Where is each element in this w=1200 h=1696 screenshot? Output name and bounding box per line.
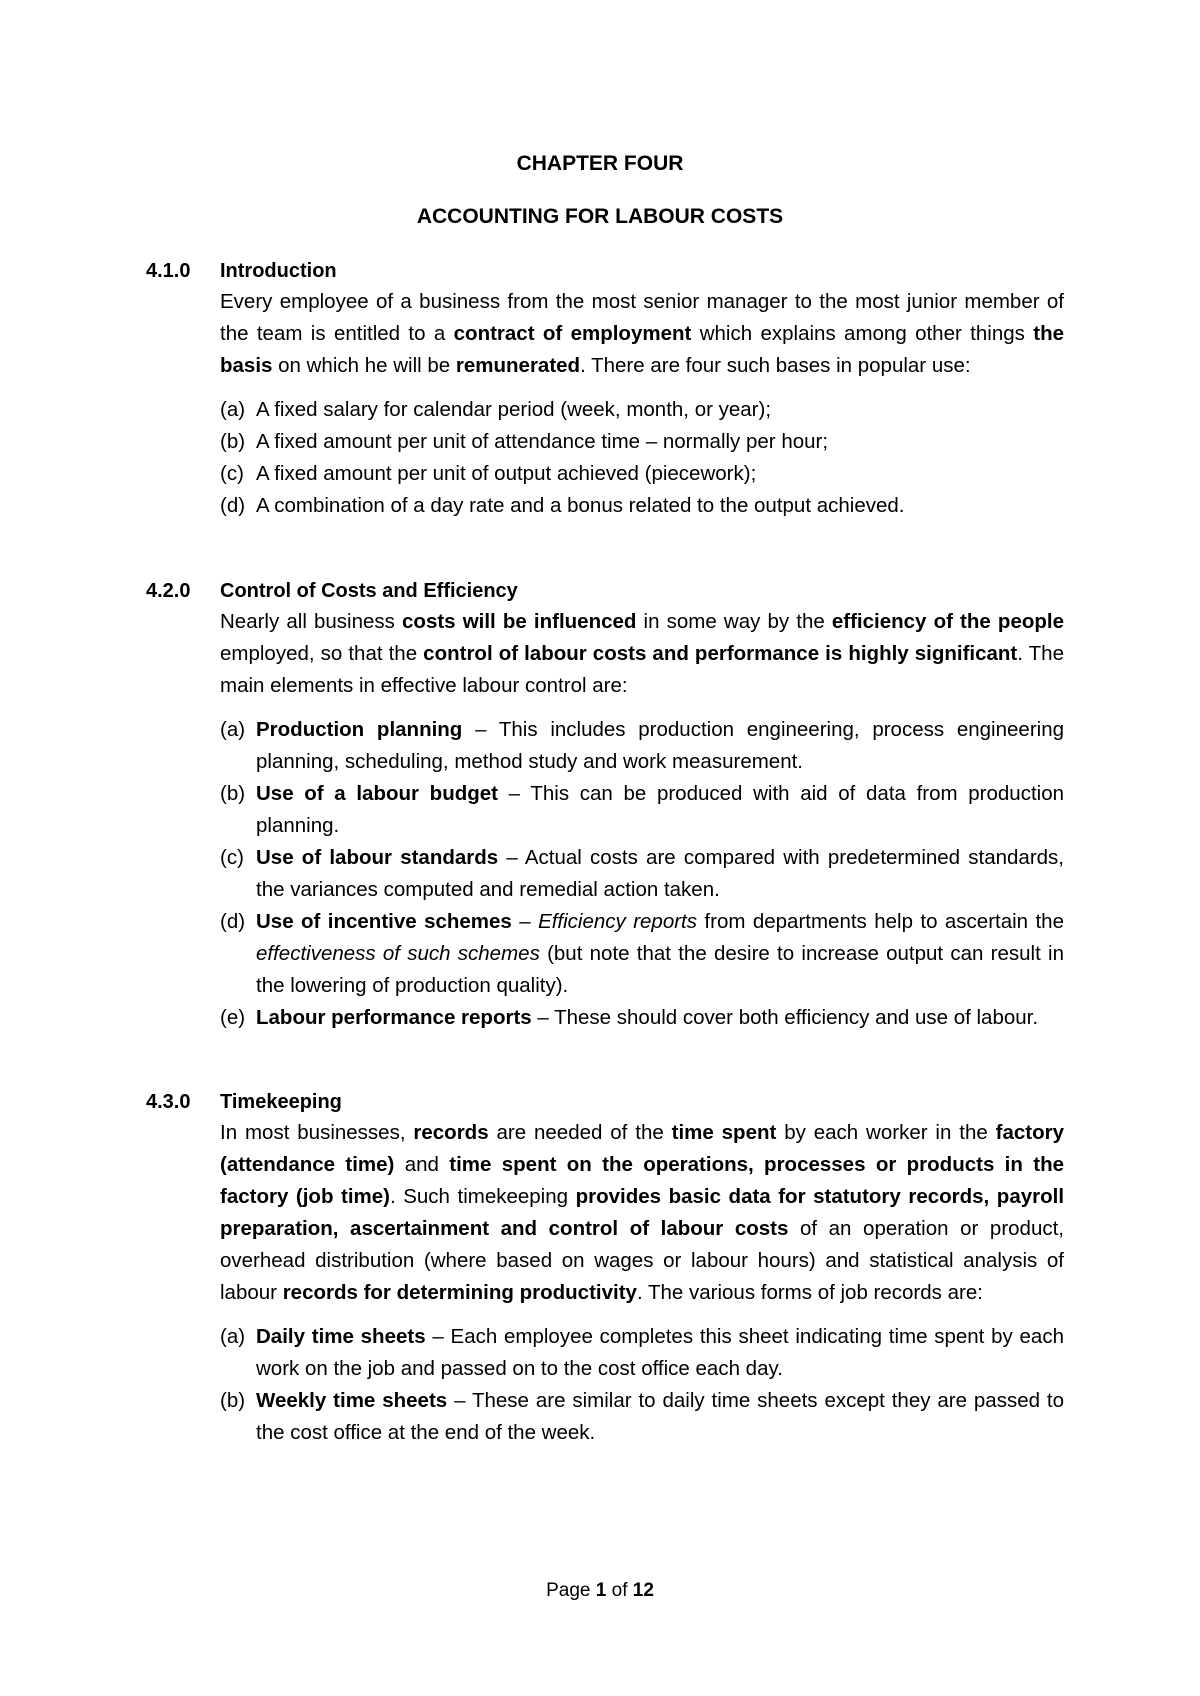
section-number: 4.1.0 xyxy=(146,260,191,282)
text-run: – These are similar to daily time sheets except they are passed to the cost office at the end of the week. xyxy=(256,1389,1064,1444)
text-run: In most businesses, xyxy=(220,1121,414,1144)
list-item-label: (d) xyxy=(220,494,246,517)
bold-text: Labour performance reports xyxy=(256,1006,532,1029)
text-run: in some way by the xyxy=(636,610,832,633)
text-run: . The main elements in effective labour control are: xyxy=(220,642,1064,697)
text-run: by each worker in the xyxy=(776,1121,996,1144)
text-run: – Actual costs are compared with predetermined standards, the variances computed and remedial action taken. xyxy=(256,846,1064,901)
text-run: from departments help to ascertain the xyxy=(697,910,1064,933)
bold-text: contract of employment xyxy=(453,322,692,345)
italic-text: Efficiency reports xyxy=(538,910,698,933)
text-run: are needed of the xyxy=(488,1121,672,1144)
list-item-label: (a) xyxy=(220,718,246,741)
text-run: A fixed salary for calendar period (week, month, or year); xyxy=(256,398,772,421)
chapter-subtitle: ACCOUNTING FOR LABOUR COSTS xyxy=(416,205,784,228)
text-run: A fixed amount per unit of attendance time – normally per hour; xyxy=(256,430,829,453)
list-item-text xyxy=(256,490,1064,522)
bold-text: Use of labour standards xyxy=(256,846,499,869)
bold-text: Production planning xyxy=(256,718,463,741)
text-run: of an operation or product, overhead distribution (where based on wages or labour hours) and statistical analysis of labour xyxy=(220,1217,1064,1304)
section-list xyxy=(146,1321,1064,1449)
list-item xyxy=(220,714,1064,778)
section-heading xyxy=(146,256,1064,286)
bold-text: remunerated xyxy=(455,354,581,377)
text-run: (but note that the desire to increase output can result in the lowering of production quality). xyxy=(256,942,1064,997)
text-run: . The various forms of job records are: xyxy=(636,1281,983,1304)
list-item-text xyxy=(256,906,1064,1002)
footer-current-page: 1 xyxy=(595,1580,607,1601)
italic-text: effectiveness of such schemes xyxy=(256,942,540,965)
list-item-text xyxy=(256,1385,1064,1449)
list-item xyxy=(220,490,1064,522)
section-title: Introduction xyxy=(220,260,337,282)
section-number: 4.2.0 xyxy=(146,580,191,602)
text-run: A combination of a day rate and a bonus related to the output achieved. xyxy=(256,494,905,517)
list-item-label: (b) xyxy=(220,1389,246,1412)
text-run: – xyxy=(511,910,539,933)
list-item-text xyxy=(256,458,1064,490)
section-heading xyxy=(146,576,1064,606)
section-body xyxy=(146,606,1064,702)
list-item-text xyxy=(256,394,1064,426)
section-title: Timekeeping xyxy=(220,1091,342,1113)
list-item xyxy=(220,778,1064,842)
list-item-label: (a) xyxy=(220,1325,246,1348)
bold-text: costs will be influenced xyxy=(402,610,637,633)
section-heading xyxy=(146,1087,1064,1117)
bold-text: efficiency of the people xyxy=(831,610,1064,633)
list-item xyxy=(220,458,1064,490)
bold-text: control of labour costs and performance is highly significant xyxy=(423,642,1018,665)
list-item-text xyxy=(256,1002,1064,1034)
list-item xyxy=(220,426,1064,458)
bold-text: factory (attendance time) xyxy=(220,1121,1064,1176)
list-item-text xyxy=(256,714,1064,778)
section-list xyxy=(146,394,1064,522)
bold-text: Weekly time sheets xyxy=(256,1389,448,1412)
bold-text: provides basic data for statutory records, payroll preparation, ascertainment and control of labour costs xyxy=(220,1185,1065,1240)
page-footer xyxy=(0,1580,1200,1602)
footer-total-pages: 12 xyxy=(632,1580,654,1601)
list-item-label: (b) xyxy=(220,430,246,453)
text-run: A fixed amount per unit of output achieved (piecework); xyxy=(256,462,757,485)
section-list xyxy=(146,714,1064,1034)
list-item-label: (e) xyxy=(220,1006,246,1029)
section-body xyxy=(146,286,1064,382)
list-item-text xyxy=(256,778,1064,842)
list-item-text xyxy=(256,842,1064,906)
list-item-label: (c) xyxy=(220,846,244,869)
list-item xyxy=(220,1321,1064,1385)
list-item-label: (b) xyxy=(220,782,246,805)
section-title: Control of Costs and Efficiency xyxy=(220,580,518,602)
list-item-label: (a) xyxy=(220,398,246,421)
section-number: 4.3.0 xyxy=(146,1091,191,1113)
bold-text: time spent xyxy=(671,1121,777,1144)
bold-text: Daily time sheets xyxy=(256,1325,426,1348)
text-run: – This includes production engineering, process engineering planning, scheduling, method study and work measurement. xyxy=(256,718,1064,773)
text-run: – These should cover both efficiency and use of labour. xyxy=(531,1006,1039,1029)
text-run: Every employee of a business from the most senior manager to the most junior member of the team is entitled to a xyxy=(220,290,1064,345)
list-item xyxy=(220,842,1064,906)
text-run: which explains among other things xyxy=(691,322,1034,345)
list-item-label: (d) xyxy=(220,910,246,933)
list-item-text xyxy=(256,1321,1064,1385)
bold-text: Use of a labour budget xyxy=(256,782,498,805)
list-item xyxy=(220,1385,1064,1449)
list-item xyxy=(220,906,1064,1002)
footer-middle: of xyxy=(606,1580,633,1601)
text-run: – This can be produced with aid of data from production planning. xyxy=(256,782,1064,837)
bold-text: Use of incentive schemes xyxy=(256,910,512,933)
list-item xyxy=(220,1002,1064,1034)
footer-prefix: Page xyxy=(546,1580,596,1601)
text-run: on which he will be xyxy=(272,354,456,377)
list-item xyxy=(220,394,1064,426)
text-run: employed, so that the xyxy=(220,642,424,665)
section-control-of-costs xyxy=(146,576,1064,1034)
list-item-label: (c) xyxy=(220,462,244,485)
bold-text: the basis xyxy=(220,322,1064,377)
bold-text: records for determining productivity xyxy=(282,1281,637,1304)
text-run: . There are four such bases in popular use: xyxy=(580,354,971,377)
chapter-title: CHAPTER FOUR xyxy=(516,152,684,175)
text-run: . Such timekeeping xyxy=(390,1185,576,1208)
section-introduction xyxy=(146,256,1064,522)
section-body xyxy=(146,1117,1064,1309)
bold-text: time spent on the operations, processes or products in the factory (job time) xyxy=(220,1153,1064,1208)
text-run: Nearly all business xyxy=(220,610,403,633)
bold-text: records xyxy=(413,1121,489,1144)
list-item-text xyxy=(256,426,1064,458)
text-run: – Each employee completes this sheet indicating time spent by each work on the job and passed on to the cost office each day. xyxy=(256,1325,1064,1380)
section-timekeeping xyxy=(146,1087,1064,1449)
text-run: and xyxy=(394,1153,450,1176)
